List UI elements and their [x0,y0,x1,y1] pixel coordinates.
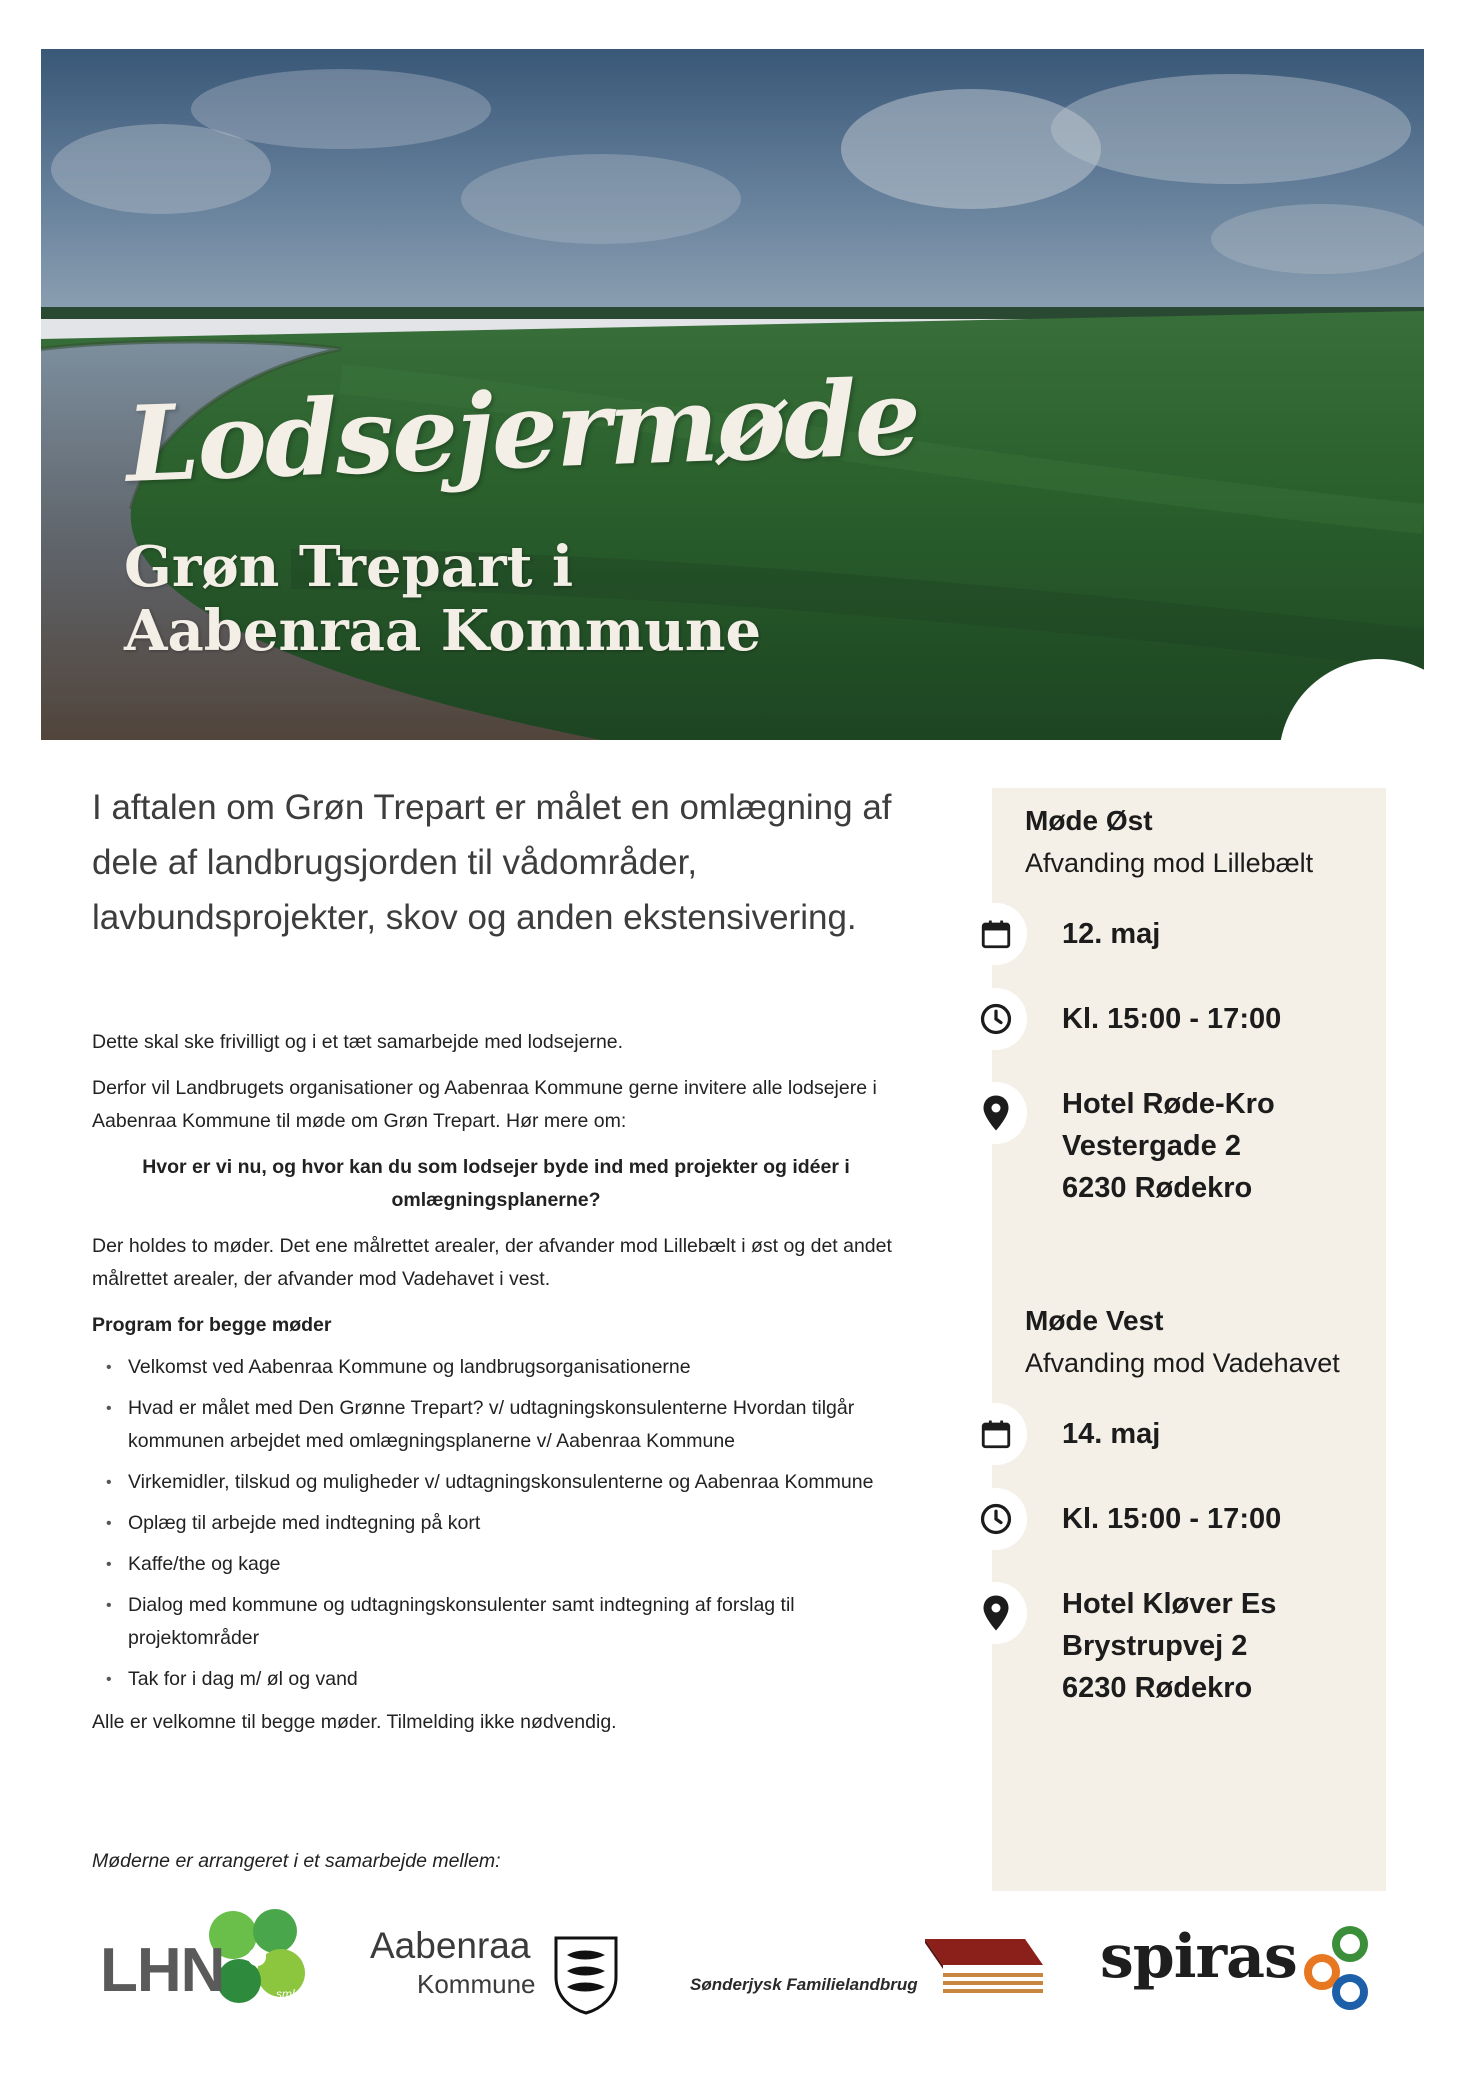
program-item: • Dialog med kommune og udtagningskonsulenter samt indtegning af forslag til projektområder [92,1589,900,1655]
meeting-east-title: Møde Øst [1025,805,1153,836]
meeting-east-city: 6230 Rødekro [1062,1172,1253,1204]
event-subtitle-line2: Aabenraa Kommune [124,598,762,664]
program-item: • Oplæg til arbejde med indtegning på kort [92,1507,900,1540]
meeting-east-street: Vestergade 2 [1062,1130,1241,1162]
lhn-logo [100,1905,310,2015]
meeting-west-date: 14. maj [1062,1418,1161,1450]
rings-icon [1300,1922,1380,2014]
coat-of-arms-icon [553,1935,619,2015]
map-pin-icon [965,1082,1027,1144]
meeting-west-time: Kl. 15:00 - 17:00 [1062,1503,1282,1535]
intro-text: I aftalen om Grøn Trepart er målet en omlægning af dele af landbrugsjorden til vådområder, lavbundsprojekter, skov og anden ekstensivering. [92,788,892,937]
meeting-east-date: 12. maj [1062,918,1161,950]
meeting-info-panel [992,788,1386,1891]
lhn-small-text: sml [276,1987,295,2001]
decorative-arc [1279,609,1424,740]
closing-text: Alle er velkomne til begge møder. Tilmelding ikke nødvendig. [92,1711,617,1733]
meeting-west-address [1062,1583,1276,1709]
clock-icon [965,988,1027,1050]
spiras-text: spiras [1100,1922,1297,1992]
map-pin-icon [965,1582,1027,1644]
program-item: • Hvad er målet med Den Grønne Trepart? v/ udtagningskonsulenterne Hvordan tilgår kommunen arbejdet med omlægningsplanerne v/ Aabenraa Kommune [92,1392,900,1458]
clock-icon [965,1488,1027,1550]
aabenraa-text: Aabenraa [370,1925,531,1966]
meeting-east-venue: Hotel Røde-Kro [1062,1088,1275,1120]
program-item: • Virkemidler, tilskud og muligheder v/ udtagningskonsulenterne og Aabenraa Kommune [92,1466,900,1499]
sfl-text: Sønderjysk Familielandbrug [690,1975,918,1994]
spiras-logo [1100,1920,1380,2020]
organizers-caption: Møderne er arrangeret i et samarbejde mellem: [92,1850,501,1872]
kommune-text: Kommune [417,1969,536,1999]
body-text [92,1026,900,1752]
calendar-icon [965,903,1027,965]
program-item: • Tak for i dag m/ øl og vand [92,1663,900,1696]
meeting-east-subtitle: Afvanding mod Lillebælt [1025,848,1314,878]
event-title: Lodsejermøde [124,355,921,506]
event-subtitle-line1: Grøn Trepart i [124,534,574,600]
meeting-west-subtitle: Afvanding mod Vadehavet [1025,1348,1340,1378]
meeting-west-venue: Hotel Kløver Es [1062,1588,1277,1620]
lhn-text: LHN [100,1936,225,2005]
event-subtitle [124,535,761,663]
meeting-east-time: Kl. 15:00 - 17:00 [1062,1003,1282,1035]
body-paragraph-3: Der holdes to møder. Det ene målrettet arealer, der afvander mod Lillebælt i øst og det andet målrettet arealer, der afvander mod Vadehavet i vest. [92,1235,892,1290]
sonderjysk-familielandbrug-logo [690,1935,1045,2005]
program-list [92,1351,900,1696]
roof-icon [925,1935,1045,1995]
meeting-west-street: Brystrupvej 2 [1062,1630,1248,1662]
body-paragraph-2: Derfor vil Landbrugets organisationer og Aabenraa Kommune gerne invitere alle lodsejere i Aabenraa Kommune til møde om Grøn Trepart. Hør mere om: [92,1077,877,1132]
hero-image [41,49,1424,740]
meeting-east-address [1062,1083,1275,1209]
calendar-icon [965,1403,1027,1465]
program-heading: Program for begge møder [92,1314,332,1336]
aabenraa-kommune-logo [370,1925,625,2015]
meeting-west-title: Møde Vest [1025,1305,1164,1336]
meeting-west-city: 6230 Rødekro [1062,1672,1253,1704]
key-question: Hvor er vi nu, og hvor kan du som lodsejer byde ind med projekter og idéer i omlægningsplanerne? [142,1156,850,1211]
program-item: • Kaffe/the og kage [92,1548,900,1581]
program-item: • Velkomst ved Aabenraa Kommune og landbrugsorganisationerne [92,1351,900,1384]
body-paragraph-1: Dette skal ske frivilligt og i et tæt samarbejde med lodsejerne. [92,1031,624,1053]
